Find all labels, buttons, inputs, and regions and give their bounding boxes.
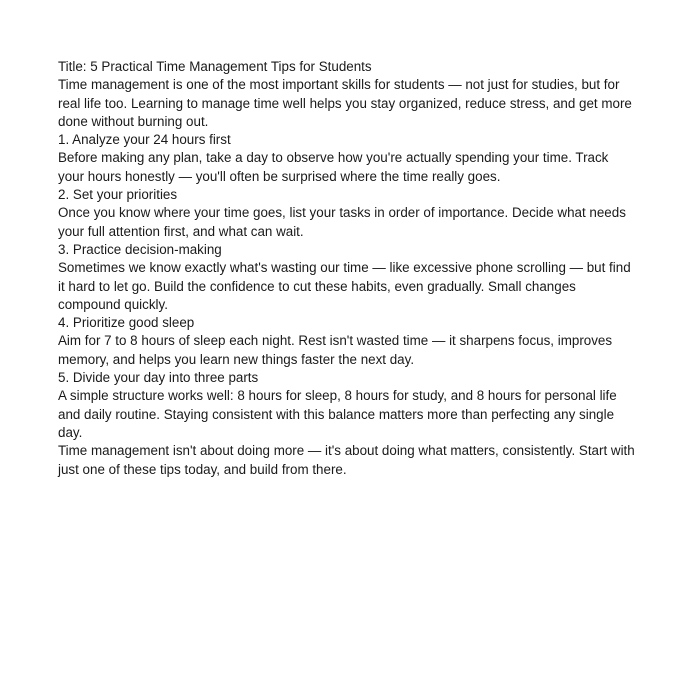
tip-heading-2: 2. Set your priorities bbox=[58, 187, 178, 203]
document-title: Title: 5 Practical Time Management Tips for Students bbox=[58, 59, 372, 74]
tip-body-2: Once you know where your time goes, list your tasks in order of importance. Decide what needs your full attention first, and what can wait. bbox=[58, 205, 626, 239]
tip-heading-5: 5. Divide your day into three parts bbox=[58, 370, 259, 386]
tip-body-4: Aim for 7 to 8 hours of sleep each night. Rest isn't wasted time — it sharpens focus, improves memory, and helps you learn new things faster the next day. bbox=[58, 333, 613, 367]
tip-heading-1: 1. Analyze your 24 hours first bbox=[58, 132, 231, 148]
tip-heading-4: 4. Prioritize good sleep bbox=[58, 315, 195, 331]
tip-body-1: Before making any plan, take a day to observe how you're actually spending your time. Track your hours honestly — you'll often be surprised where the time really goes. bbox=[58, 150, 609, 184]
tip-heading-3: 3. Practice decision-making bbox=[58, 241, 222, 257]
tip-body-3: Sometimes we know exactly what's wasting our time — like excessive phone scrolling — but find it hard to let go. Build the confidence to cut these habits, even gradually. Small changes compound quickly. bbox=[58, 260, 631, 312]
tip-body-5: A simple structure works well: 8 hours for sleep, 8 hours for study, and 8 hours for personal life and daily routine. Staying consistent with this balance matters more than perfecting any single day. bbox=[58, 388, 617, 440]
intro-paragraph: Time management is one of the most important skills for students — not just for studies, but for real life too. Learning to manage time well helps you stay organized, reduce stress, and get more done without burning out. bbox=[58, 77, 632, 129]
document-body bbox=[58, 58, 638, 479]
conclusion-paragraph: Time management isn't about doing more — it's about doing what matters, consistently. Start with just one of these tips today, and build from there. bbox=[58, 443, 635, 477]
